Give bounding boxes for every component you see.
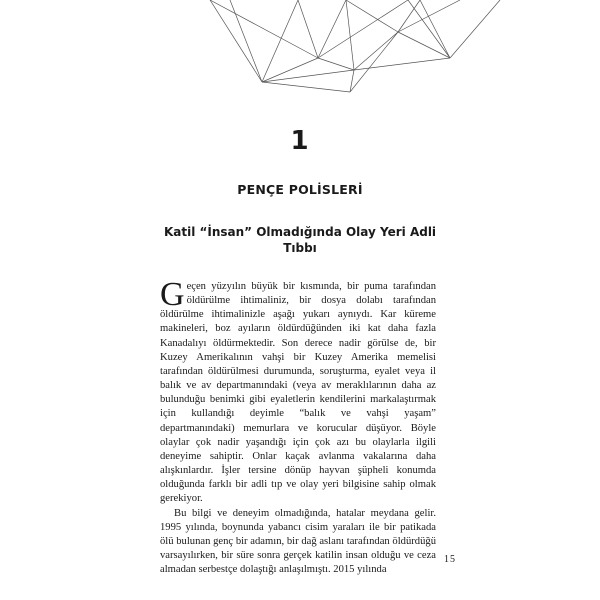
page-number: 15 — [444, 554, 456, 565]
paragraph-1 — [160, 276, 436, 507]
chapter-title: PENÇE POLİSLERİ — [237, 182, 363, 197]
drop-cap: G — [160, 276, 185, 313]
paragraph-1-text: eçen yüzyılın büyük bir kısmında, bir puma tarafından öldürülme ihtimaliniz, bir dosya dolabı tarafından öldürülme ihtimalinizle aşağı yukarı aynıydı. Kar küreme makineleri, boz ayıların öldürdüğünden iki kat daha fazla Kanadalıyı öldürmektedir. Son derece nadir görülse de, bir Kuzey Amerikalının vahşi bir Kuzey Amerika memelisi tarafından öldürülmesi durumunda, soruşturma, eyalet veya il balık ve av departmanındaki (veya av meraklılarının daha az bulunduğu benimki gibi eyaletlerin kendilerini markalaştırmak için kullandığı deyimle “balık ve vahşi yaşam” departmanındaki) memurlara ve korucular düşüyor. Böyle olaylar çok nadir yaşandığı için çok azı bu olaylarla ilgili deneyime sahiptir. Onlar kaçak avlanma vakalarına daha alışkınlardır. İşler tersine dönüp hayvan şüpheli konumda olduğunda farklı bir adli tıp ve olay yeri bilgisine sahip olmak gerekiyor. — [160, 281, 436, 505]
chapter-number: 1 — [290, 126, 310, 156]
geometric-line-art — [0, 0, 600, 120]
paragraph-2: Bu bilgi ve deneyim olmadığında, hatalar meydana gelir. 1995 yılında, boynunda yabancı cisim yaraları ile bir patikada ölü bulunan genç bir adamın, bir dağ aslanı tarafından öldürdüğü varsayılırken, bir süre sonra gerçek katilin insan olduğu ve ceza almadan serbestçe dolaştığı anlaşılmıştı. 2015 yılında — [160, 507, 436, 576]
section-title: Katil “İnsan” Olmadığında Olay Yeri Adli Tıbbı — [163, 225, 437, 255]
body-text — [160, 276, 436, 577]
